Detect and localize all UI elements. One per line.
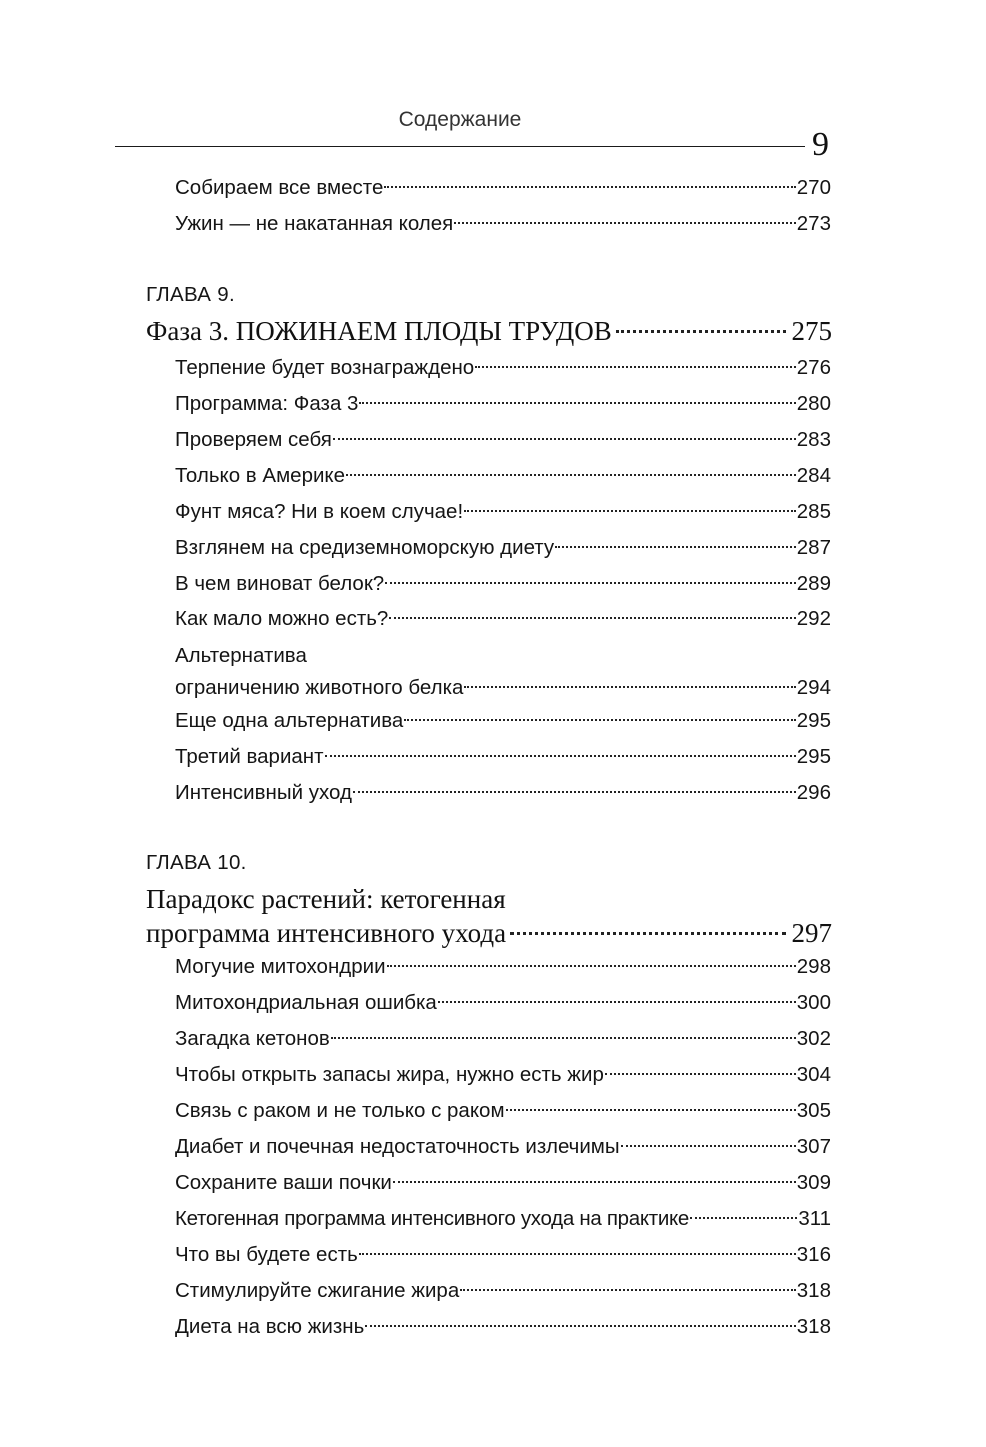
chapter-title-line2: программа интенсивного ухода — [146, 918, 507, 948]
toc-entry — [175, 742, 831, 772]
toc-entry — [175, 1240, 831, 1270]
toc-entry — [175, 706, 831, 736]
dot-leader — [365, 1325, 796, 1327]
toc-entry-title: Только в Америке — [175, 464, 346, 487]
dot-leader — [387, 965, 796, 967]
toc-entry-page: 296 — [796, 781, 831, 804]
toc-entry-title: Еще одна альтернатива — [175, 709, 404, 732]
toc-entry-title: Программа: Фаза 3 — [175, 392, 359, 415]
toc-entry-title: Стимулируйте сжигание жира — [175, 1279, 460, 1302]
dot-leader — [393, 1181, 796, 1183]
page-number: 9 — [812, 126, 829, 163]
toc-entry — [175, 533, 831, 563]
toc-entry-page: 270 — [796, 176, 831, 199]
toc-entry — [175, 389, 831, 419]
toc-entry-page: 305 — [796, 1099, 831, 1122]
chapter-title-text: Фаза 3. ПОЖИНАЕМ ПЛОДЫ ТРУДОВ — [146, 316, 612, 346]
toc-entry-page: 295 — [796, 745, 831, 768]
chapter-page: 297 — [791, 918, 832, 948]
toc-entry-page: 318 — [796, 1315, 831, 1338]
toc-entry-page: 285 — [796, 500, 831, 523]
dot-leader — [605, 1073, 796, 1075]
dot-leader — [475, 366, 796, 368]
toc-entry-title: Сохраните ваши почки — [175, 1171, 392, 1194]
dot-leader — [464, 686, 795, 688]
dot-leader — [460, 1289, 796, 1291]
toc-entry-title: Загадка кетонов — [175, 1027, 330, 1050]
dot-leader — [346, 474, 796, 476]
dot-leader — [389, 617, 795, 619]
toc-entry-page: 304 — [796, 1063, 831, 1086]
toc-entry — [175, 988, 831, 1018]
toc-entry — [175, 640, 831, 704]
toc-entry-page: 318 — [796, 1279, 831, 1302]
dot-leader — [359, 402, 795, 404]
toc-entry — [175, 497, 831, 527]
toc-entry — [175, 604, 831, 634]
dot-leader — [331, 1037, 796, 1039]
toc-entry-title: Третий вариант — [175, 745, 324, 768]
toc-entry-title: Диета на всю жизнь — [175, 1315, 365, 1338]
toc-entry — [175, 1276, 831, 1306]
toc-entry-page: 287 — [796, 536, 831, 559]
chapter-9-title — [146, 314, 832, 348]
dot-leader — [506, 1109, 796, 1111]
toc-entry-title: Кетогенная программа интенсивного ухода на практике — [175, 1207, 689, 1230]
toc-entry-page: 316 — [796, 1243, 831, 1266]
toc-entry-page: 283 — [796, 428, 831, 451]
header-rule — [115, 146, 805, 147]
toc-entry-page: 273 — [796, 212, 831, 235]
toc-entry — [175, 425, 831, 455]
toc-entry-page: 289 — [796, 572, 831, 595]
toc-entry-page: 309 — [796, 1171, 831, 1194]
toc-entry-title: Взглянем на средиземноморскую диету — [175, 536, 555, 559]
toc-entry-title: Связь с раком и не только с раком — [175, 1099, 505, 1122]
toc-entry — [175, 461, 831, 491]
toc-entry-title: Как мало можно есть? — [175, 607, 389, 630]
toc-entry-title: Терпение будет вознаграждено — [175, 356, 475, 379]
dot-leader — [510, 932, 785, 935]
toc-entry — [175, 1060, 831, 1090]
toc-entry-title: Проверяем себя — [175, 428, 332, 451]
dot-leader — [333, 438, 796, 440]
toc-entry-page: 284 — [796, 464, 831, 487]
dot-leader — [555, 546, 796, 548]
chapter-page: 275 — [791, 316, 832, 346]
toc-entry — [175, 173, 831, 203]
dot-leader — [385, 582, 796, 584]
toc-entry-page: 292 — [796, 607, 831, 630]
dot-leader — [353, 791, 796, 793]
toc-entry-page: 300 — [796, 991, 831, 1014]
dot-leader — [454, 222, 796, 224]
dot-leader — [464, 510, 796, 512]
toc-entry — [175, 353, 831, 383]
toc-entry-title: Могучие митохондрии — [175, 955, 386, 978]
toc-entry-page: 276 — [796, 356, 831, 379]
toc-entry — [175, 1312, 831, 1342]
toc-entry-title: Митохондриальная ошибка — [175, 991, 437, 1014]
chapter-10-label: ГЛАВА 10. — [146, 851, 247, 874]
toc-entry — [175, 1096, 831, 1126]
dot-leader — [404, 719, 795, 721]
toc-entry-page: 307 — [796, 1135, 831, 1158]
toc-entry-page: 280 — [796, 392, 831, 415]
dot-leader — [621, 1145, 796, 1147]
toc-entry-title: Ужин — не накатанная колея — [175, 212, 454, 235]
chapter-9-label: ГЛАВА 9. — [146, 283, 235, 306]
toc-entry-title: В чем виноват белок? — [175, 572, 385, 595]
toc-entry — [175, 1132, 831, 1162]
toc-entry — [175, 1204, 831, 1234]
dot-leader — [616, 330, 786, 333]
dot-leader — [438, 1001, 796, 1003]
toc-entry-title: Фунт мяса? Ни в коем случае! — [175, 500, 464, 523]
toc-entry — [175, 1024, 831, 1054]
toc-entry-title: Собираем все вместе — [175, 176, 384, 199]
dot-leader — [384, 186, 795, 188]
dot-leader — [690, 1217, 797, 1219]
toc-entry — [175, 569, 831, 599]
toc-entry-page: 294 — [796, 676, 831, 699]
toc-entry-title: Диабет и почечная недостаточность излечимы — [175, 1135, 620, 1158]
toc-entry-title-line1: Альтернатива — [175, 644, 307, 667]
toc-entry-page: 302 — [796, 1027, 831, 1050]
toc-entry — [175, 209, 831, 239]
toc-entry-title: Интенсивный уход — [175, 781, 352, 804]
toc-entry — [175, 1168, 831, 1198]
toc-entry-title: Чтобы открыть запасы жира, нужно есть жир — [175, 1063, 604, 1086]
toc-entry — [175, 778, 831, 808]
toc-entry-page: 311 — [798, 1207, 831, 1230]
chapter-10-title — [146, 882, 832, 950]
toc-entry-title-line2: ограничению животного белка — [175, 676, 464, 699]
toc-entry-title: Что вы будете есть — [175, 1243, 358, 1266]
toc-entry — [175, 952, 831, 982]
toc-entry-page: 295 — [796, 709, 831, 732]
dot-leader — [359, 1253, 796, 1255]
toc-entry-page: 298 — [796, 955, 831, 978]
chapter-title-line1: Парадокс растений: кетогенная — [146, 884, 506, 914]
running-head: Содержание — [398, 108, 522, 131]
dot-leader — [325, 755, 796, 757]
